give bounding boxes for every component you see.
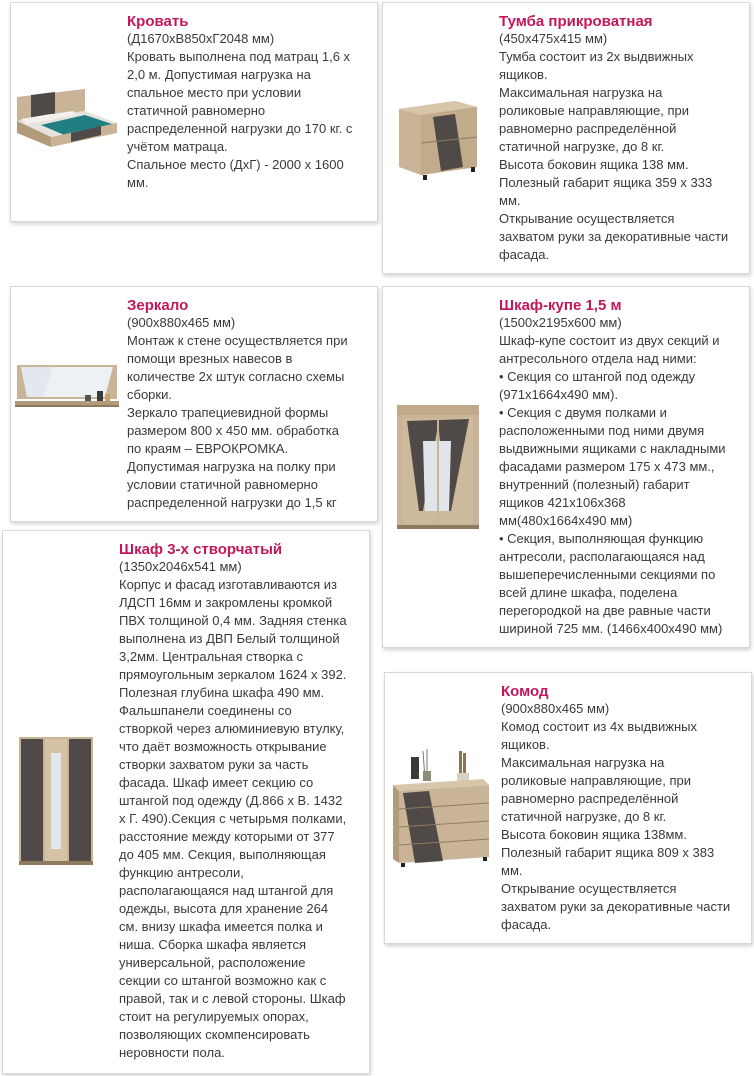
description-line: равномерно распределённой <box>499 121 677 136</box>
description-line: (971х1664х490 мм). <box>499 387 619 402</box>
description-line: статичной равномерно <box>127 103 266 118</box>
description-line: стоит на регулируемых опорах, <box>119 1009 309 1024</box>
description-line: выдвижными ящиками с накладными <box>499 441 726 456</box>
description-line: (1500х2195х600 мм) <box>499 315 622 330</box>
description-line: распределенной нагрузки до 1,5 кг <box>127 495 337 510</box>
product-description <box>501 700 730 934</box>
product-description <box>499 314 726 638</box>
description-line: мм. <box>127 175 149 190</box>
product-card-nightstand <box>382 2 750 274</box>
description-line: сборки. <box>127 387 172 402</box>
product-description <box>127 314 348 512</box>
description-line: створки захватом руки за часть <box>119 757 309 772</box>
product-description <box>119 558 347 1062</box>
description-line: учётом матраца. <box>127 139 228 154</box>
product-card-bed <box>10 2 378 222</box>
description-line: Комод состоит из 4х выдвижных <box>501 719 698 734</box>
description-line: 3,2мм. Центральная створка с <box>119 649 304 664</box>
description-line: (450х475х415 мм) <box>499 31 608 46</box>
description-line: Фальшпанели соединены со <box>119 703 292 718</box>
description-line: функцию антресоли, <box>119 865 244 880</box>
description-line: статичной нагрузке, до 8 кг. <box>499 139 665 154</box>
description-line: (900х880х465 мм) <box>501 701 610 716</box>
product-title: Кровать <box>127 13 189 30</box>
description-line: помощи врезных навесов в <box>127 351 293 366</box>
product-card-dresser <box>384 672 752 944</box>
description-line: статичной нагрузке, до 8 кг. <box>501 809 667 824</box>
description-line: выполнена из ДВП Белый толщиной <box>119 631 340 646</box>
description-line: антресоли, располагающаяся над <box>499 549 705 564</box>
description-line: Спальное место (ДхГ) - 2000 х 1600 <box>127 157 344 172</box>
description-line: располагающаяся над штангой для <box>119 883 334 898</box>
description-line: Зеркало трапециевидной формы <box>127 405 329 420</box>
description-line: секции со штангой возможно как с <box>119 973 327 988</box>
description-line: ящиков 421х106х368 <box>499 495 626 510</box>
description-line: ЛДСП 16мм и закромлены кромкой <box>119 595 333 610</box>
description-line: шириной 725 мм. (1466х400х490 мм) <box>499 621 723 636</box>
description-line: Корпус и фасад изготавливаются из <box>119 577 338 592</box>
description-line: Максимальная нагрузка на <box>501 755 665 770</box>
description-line: неровности пола. <box>119 1045 225 1060</box>
description-line: правой, так и с левой стороны. Шкаф <box>119 991 346 1006</box>
description-line: спальное место при условии <box>127 85 302 100</box>
description-line: расположенными под ними двумя <box>499 423 705 438</box>
product-title: Зеркало <box>127 297 189 314</box>
description-line: фасадами размером 175 х 473 мм., <box>499 459 715 474</box>
product-card-wardrobe-sliding <box>382 286 750 648</box>
description-line: Шкаф-купе состоит из двух секций и <box>499 333 720 348</box>
description-line: ниша. Сборка шкафа является <box>119 937 307 952</box>
description-line: до 405 мм. Секция, выполняющая <box>119 847 326 862</box>
description-line: Полезная глубина шкафа 490 мм. <box>119 685 325 700</box>
description-line: Допустимая нагрузка на полку при <box>127 459 336 474</box>
description-line: количестве 2х штук согласно схемы <box>127 369 345 384</box>
description-line: фасада. <box>499 247 550 262</box>
description-line: всей длине шкафа, поделена <box>499 585 678 600</box>
description-line: что даёт возможность открывание <box>119 739 327 754</box>
description-line: расстояние между которыми от 377 <box>119 829 335 844</box>
product-description <box>499 30 728 264</box>
description-line: 2,0 м. Допустимая нагрузка на <box>127 67 311 82</box>
description-line: Полезный габарит ящика 359 х 333 <box>499 175 713 190</box>
description-line: х Г. 490).Секция с четырьмя полками, <box>119 811 347 826</box>
bed-image <box>11 81 121 153</box>
wardrobe-sliding-image <box>393 401 483 531</box>
description-line: Открывание осуществляется <box>499 211 675 226</box>
product-title: Шкаф 3-х створчатый <box>119 541 283 558</box>
description-line: створкой через алюминиевую втулку, <box>119 721 345 736</box>
description-line: Монтаж к стене осуществляется при <box>127 333 348 348</box>
description-line: Высота боковин ящика 138 мм. <box>499 157 689 172</box>
product-title: Шкаф-купе 1,5 м <box>499 297 622 314</box>
description-line: распределенной нагрузки до 170 кг. с <box>127 121 353 136</box>
description-line: ящиков. <box>499 67 548 82</box>
description-line: штангой под одежду (Д.866 х В. 1432 <box>119 793 343 808</box>
description-line: Высота боковин ящика 138мм. <box>501 827 687 842</box>
description-line: одежды, высота для хранение 264 <box>119 901 329 916</box>
description-line: равномерно распределённой <box>501 791 679 806</box>
description-line: роликовые направляющие, при <box>499 103 690 118</box>
product-card-wardrobe-3door <box>2 530 370 1074</box>
description-line: Тумба состоит из 2х выдвижных <box>499 49 694 64</box>
description-line: • Секция со штангой под одежду <box>499 369 696 384</box>
description-line: позволяющих скомпенсировать <box>119 1027 310 1042</box>
mirror-image <box>13 361 121 431</box>
description-line: мм(480х1664х490 мм) <box>499 513 633 528</box>
description-line: мм. <box>501 863 523 878</box>
description-line: (Д1670хВ850хГ2048 мм) <box>127 31 275 46</box>
description-line: вышеперечисленными секциями по <box>499 567 716 582</box>
description-line: • Секция с двумя полками и <box>499 405 667 420</box>
description-line: (900х880х465 мм) <box>127 315 236 330</box>
product-title: Комод <box>501 683 549 700</box>
description-line: (1350х2046х541 мм) <box>119 559 242 574</box>
description-line: Максимальная нагрузка на <box>499 85 663 100</box>
description-line: ящиков. <box>501 737 550 752</box>
wardrobe-3door-image <box>15 733 97 869</box>
description-line: Открывание осуществляется <box>501 881 677 896</box>
description-line: роликовые направляющие, при <box>501 773 692 788</box>
description-line: ПВХ толщиной 0,4 мм. Задняя стенка <box>119 613 347 628</box>
description-line: • Секция, выполняющая функцию <box>499 531 704 546</box>
description-line: см. внизу шкафа имеется полка и <box>119 919 323 934</box>
description-line: прямоугольным зеркалом 1624 х 392. <box>119 667 347 682</box>
product-description <box>127 30 352 192</box>
description-line: внутренний (полезный) габарит <box>499 477 690 492</box>
description-line: Кровать выполнена под матрац 1,6 х <box>127 49 351 64</box>
description-line: захватом руки за декоративные части <box>499 229 729 244</box>
description-line: по краям – ЕВРОКРОМКА. <box>127 441 289 456</box>
product-title: Тумба прикроватная <box>499 13 653 30</box>
description-line: универсальной, расположение <box>119 955 306 970</box>
description-line: фасада. <box>501 917 552 932</box>
product-card-mirror <box>10 286 378 522</box>
nightstand-image <box>393 95 483 181</box>
description-line: перегородкой на две равные части <box>499 603 711 618</box>
description-line: размером 800 х 450 мм. обработка <box>127 423 339 438</box>
description-line: Полезный габарит ящика 809 х 383 <box>501 845 715 860</box>
description-line: захватом руки за декоративные части <box>501 899 731 914</box>
description-line: фасада. Шкаф имеет секцию со <box>119 775 314 790</box>
dresser-image <box>389 745 493 875</box>
description-line: условии статичной равномерно <box>127 477 318 492</box>
description-line: антресольного отдела над ними: <box>499 351 697 366</box>
description-line: мм. <box>499 193 521 208</box>
